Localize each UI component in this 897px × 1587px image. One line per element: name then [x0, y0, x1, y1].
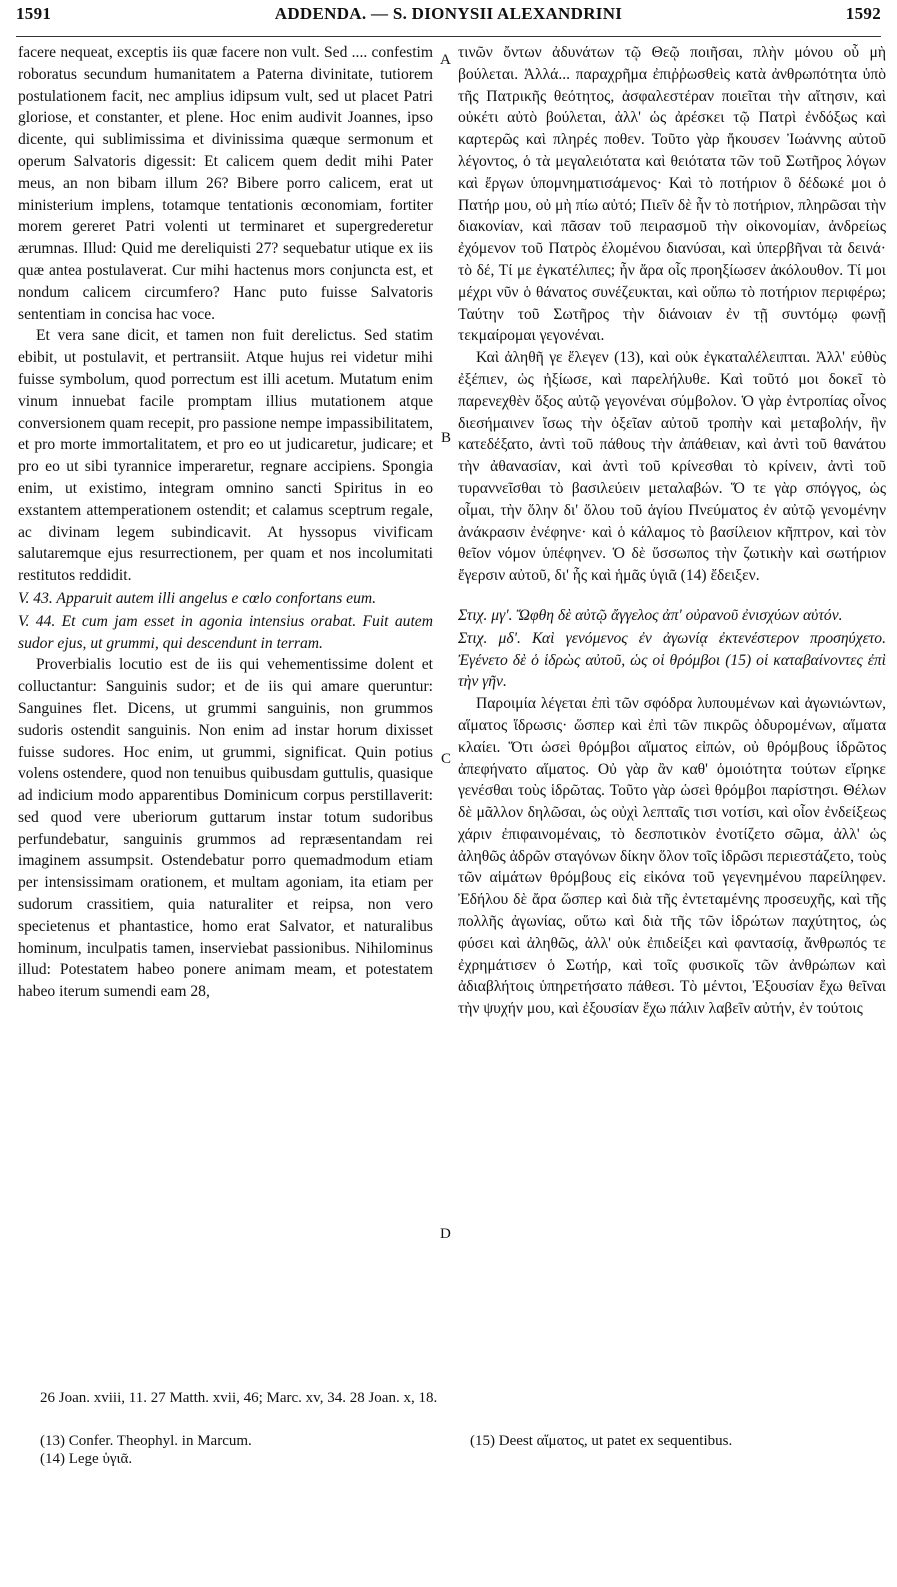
- latin-paragraph: Proverbialis locutio est de iis qui vehementissime dolent et colluctantur: Sanguinis sudor; et de iis qui amare queruntur: Sanguines flet. Dicens, ut grummi sanguinis, non grummos sudoris ostendit sanguinis. Non enim ad instar horum dixisset fuisse sudores. Hoc enim, ut grummi, significat. Quin potius volens ostendere, quod non tenuibus quibusdam guttulis, quasique ad indicium modo apparentibus Dominicum corpus perstillaverit: sed quod vere uberiorum guttarum instar totum sudoribus perfundebatur, sanguinis grummos ad repræsentandam rei imaginem assumpsit. Ostendebatur porro quemadmodum etiam per intensissimam orationem, et multam agoniam, ita etiam per sudorum crassitiem, quia naturaliter et reipsa, non vero specietenus et phantastice, homo erat Salvator, et naturalibus hominum, inculpatis tamen, inserviebat passionibus. Nihilominus illud: Potestatem habeo ponere animam meam, et potestatem habeo iterum sumendi eam 28,: [18, 656, 433, 1001]
- page-number-left: 1591: [16, 4, 52, 23]
- footnote-left: (13) Confer. Theophyl. in Marcum.: [40, 1433, 252, 1449]
- greek-column: [458, 42, 886, 1020]
- scripture-footnotes: 26 Joan. xviii, 11. 27 Matth. xvii, 46; Marc. xv, 34. 28 Joan. x, 18.: [40, 1390, 438, 1406]
- greek-paragraph: Παροιμία λέγεται ἐπὶ τῶν σφόδρα λυπουμένων καὶ ἀγωνιώντων, αἵματος ἵδρωσις· ὥσπερ καὶ ἐπὶ τῶν πικρῶς ὀδυρομένων, αἵματα κλαίει. Ὅτι ὡσεὶ θρόμβοι αἵματος εἰπών, οὐ θρόμβους ἱδρῶτος ἀπεφήνατο αἵματος. Οὐ γὰρ ἂν καθ' ὁμοιότητα τούτων εἴρηκε γενέσθαι τοὺς ἱδρῶτας. Τοῦτο γὰρ ὡσεὶ θρόμβοι παρίστησι. Θέλων δὲ μᾶλλον δηλῶσαι, ὡς οὐχὶ λεπταῖς τισι νοτίσι, καὶ οἷον ἐνδείξεως χάριν ἐπιφαινομέναις, τὸ δεσποτικὸν ἐνοτίζετο σῶμα, ἀλλ' ὡς ἀληθῶς ἀδρῶν σταγόνων δίκην ὅλον τοῖς ἱδρῶσι περιεστάζετο, τοὺς τῶν αἱμάτων θρόμβους εἰς εἰκόνα τοῦ γεγενημένου παρείληφεν. Ἐδήλου δὲ ἄρα ὥσπερ καὶ διὰ τῆς ἐντεταμένης προσευχῆς, καὶ τῆς πολλῆς ἀγωνίας, οὕτω καὶ διὰ τῆς τῶν ἱδρώτων παχύτητος, ὡς φύσει καὶ ἀληθῶς, ἀλλ' οὐκ ἐπιδείξει καὶ φαντασίᾳ, ἄνθρωπός τε ἐχρημάτισεν ὁ Σωτήρ, καὶ τοῖς φυσικοῖς τῶν ἀνθρώπων καὶ ἀδιαβλήτοις ὑπηρετήσατο πάθεσι. Τὸ μέντοι, Ἐξουσίαν ἔχω θεῖναι τὴν ψυχήν μου, καὶ ἐξουσίαν ἔχω πάλιν λαβεῖν αὐτήν, ἐν τούτοις: [458, 695, 886, 1018]
- margin-letter-b: B: [441, 430, 452, 446]
- page-number-right: 1592: [845, 4, 881, 23]
- margin-letter-c: C: [441, 751, 452, 767]
- greek-paragraph: Καὶ ἀληθῆ γε ἔλεγεν (13), καὶ οὐκ ἐγκαταλέλειπται. Ἀλλ' εὐθὺς ἐξέπιεν, ὡς ἠξίωσε, καὶ παρελήλυθε. Καὶ τοῦτό μοι δοκεῖ τὸ παρενεχθὲν ὄξος αὐτῷ γεγονέναι σύμβολον. Ὁ γὰρ ἐντροπίας οἶνος διεσήμαινεν ἴσως τὴν ὀξεῖαν αὐτοῦ τροπὴν καὶ μεταβολήν, ἣν κατεδέξατο, ἀντὶ τοῦ πάθους τὴν ἀπάθειαν, καὶ ἀντὶ τοῦ θανάτου τὴν ἀθανασίαν, καὶ ἀντὶ τοῦ κρίνεσθαι τὸ κρίνειν, ἀντὶ τοῦ τυραννεῖσθαι τὸ βασιλεύειν μεταλαβών. Ὅ τε γὰρ σπόγγος, ὡς οἶμαι, τὴν ὅλην δι' ὅλου τοῦ ἁγίου Πνεύματος ἐν αὐτῷ γενομένην ἀνάκρασιν ἐνέφηνε· καὶ ὁ κάλαμος τὸ βασίλειον κῆπτρον, καὶ τὸν θεῖον νόμον ὑπέφηνεν. Ὁ δὲ ὕσσωπος τὴν ζωτικὴν καὶ σωτήριον ἔγερσιν αὐτοῦ, δι' ἧς καὶ ἡμᾶς ὑγιᾶ (14) ἔδειξεν.: [458, 349, 886, 585]
- margin-letter-a: A: [440, 52, 451, 68]
- latin-verse-heading: V. 43. Apparuit autem illi angelus e cœlo confortans eum.: [18, 589, 377, 607]
- running-header: [16, 4, 881, 34]
- greek-verse-heading: Στιχ. μδ'. Καὶ γενόμενος ἐν ἀγωνίᾳ ἐκτενέστερον προσηύχετο. Ἐγένετο δὲ ὁ ἱδρὼς αὐτοῦ, ὡς οἱ θρόμβοι (15) οἱ καταβαίνοντες ἐπὶ τὴν γῆν.: [458, 629, 886, 691]
- latin-paragraph: Et vera sane dicit, et tamen non fuit derelictus. Sed statim ebibit, ut postulavit, et pertransiit. Atque hujus rei videtur mihi fuisse symbolum, quod porrectum est illi acetum. Mutatum enim vinum innuebat facile promptam illius mutationem atque conversionem quam recepit, pro passione nempe impassibilitatem, et pro morte immortalitatem, et pro eo ut judicaretur, judicare; et pro eo ut sibi tyrannice imperaretur, regnare accipiens. Spongia enim, ut existimo, integram omnino sancti Spiritus in eo exstantem attemperationem ostendit; et calamus sceptrum regale, ac divinam legem subindicavit. At hyssopus vivificam salutaremque ejus resurrectionem, per quam et nos incolumitati restitutos reddidit.: [18, 327, 433, 585]
- greek-paragraph: τινῶν ὄντων ἀδυνάτων τῷ Θεῷ ποιῆσαι, πλὴν μόνου οὗ μὴ βούλεται. Ἀλλά... παραχρῆμα ἐπιῤῥωσθεὶς κατὰ ἀνθρωπότητα ὑπὸ τῆς Πατρικῆς θεότητος, ἀσφαλεστέραν ποιεῖται τὴν αἴτησιν, καὶ οὐκέτι αὐτὸ βούλεται, ἀλλ' ὡς ἀρέσκει τῷ Πατρὶ ἐνδόξως καὶ καρτερῶς καὶ πληρές ποθεν. Τοῦτο γὰρ ἤκουσεν Ἰωάννης αὐτοῦ λέγοντος, ὁ τὰ μεγαλειότατα καὶ θειότατα τῶν τοῦ Σωτῆρος λόγων καὶ ἔργων ὑπομνηματισάμενος· Καὶ τὸ ποτήριον ὃ δέδωκέ μοι ὁ Πατήρ μου, οὐ μὴ πίω αὐτό; Πιεῖν δὲ ἦν τὸ ποτήριον, πληρῶσαι τὴν διακονίαν, καὶ πᾶσαν τοῦ πειρασμοῦ τὴν οἰκονομίαν, ἀνδρείως ἐχόμενον τοῦ Πατρὸς ἐλομένου διανύσαι, καὶ ὑπερβῆναι τὰ δεινά· τὸ δέ, Τί με ἐγκατέλιπες; ἦν ἄρα οἷς προηξίωσεν ἀκόλουθον. Τί μοι μέχρι νῦν ὁ θάνατος συνέζευκται, καὶ οὔπω τὸ ποτήριον περιφέρω; Ταύτην τοῦ Σωτῆρος τὴν διάνοιαν ἐν τῇ συντόμῳ φωνῇ τεκμαίρομαι γεγονέναι.: [458, 44, 886, 345]
- margin-letter-d: D: [440, 1226, 451, 1242]
- footnote-right: (15) Deest αἵματος, ut patet ex sequentibus.: [470, 1433, 733, 1449]
- header-rule: [16, 36, 881, 37]
- running-title: ADDENDA. — S. DIONYSII ALEXANDRINI: [274, 4, 623, 23]
- latin-paragraph: facere nequeat, exceptis iis quæ facere non vult. Sed .... confestim roboratus secundum humanitatem a Paterna divinitate, tutiorem postulationem facit, nec amplius idipsum vult, sed ut placet Patri gloriose, et constanter, et plene. Hoc enim audivit Joannes, ipso dicente, qui sublimissima et divinissima quæque sermonum et operum Salvatoris digessit: Et calicem quem dedit mihi Pater meus, an non bibam illum 26? Bibere porro calicem, erat ut ministerium implens, totamque tentationis œconomiam, fortiter morem gereret Patri volenti ut terminaret et supergrederetur ærumnas. Illud: Quid me dereliquisti 27? sequebatur utique ex iis quæ antea postulaverat. Cur mihi hactenus mors conjuncta est, et nondum calicem circumfero? Hanc puto fuisse Salvatoris sententiam in concisa hac voce.: [18, 44, 433, 323]
- latin-column: [18, 42, 433, 1003]
- greek-verse-heading: Στιχ. μγ'. Ὤφθη δὲ αὐτῷ ἄγγελος ἀπ' οὐρανοῦ ἐνισχύων αὐτόν.: [458, 606, 843, 624]
- footnote-left: (14) Lege ὑγιᾶ.: [40, 1451, 133, 1467]
- latin-verse-heading: V. 44. Et cum jam esset in agonia intensius orabat. Fuit autem sudor ejus, ut grummi, qui descendunt in terram.: [18, 612, 433, 652]
